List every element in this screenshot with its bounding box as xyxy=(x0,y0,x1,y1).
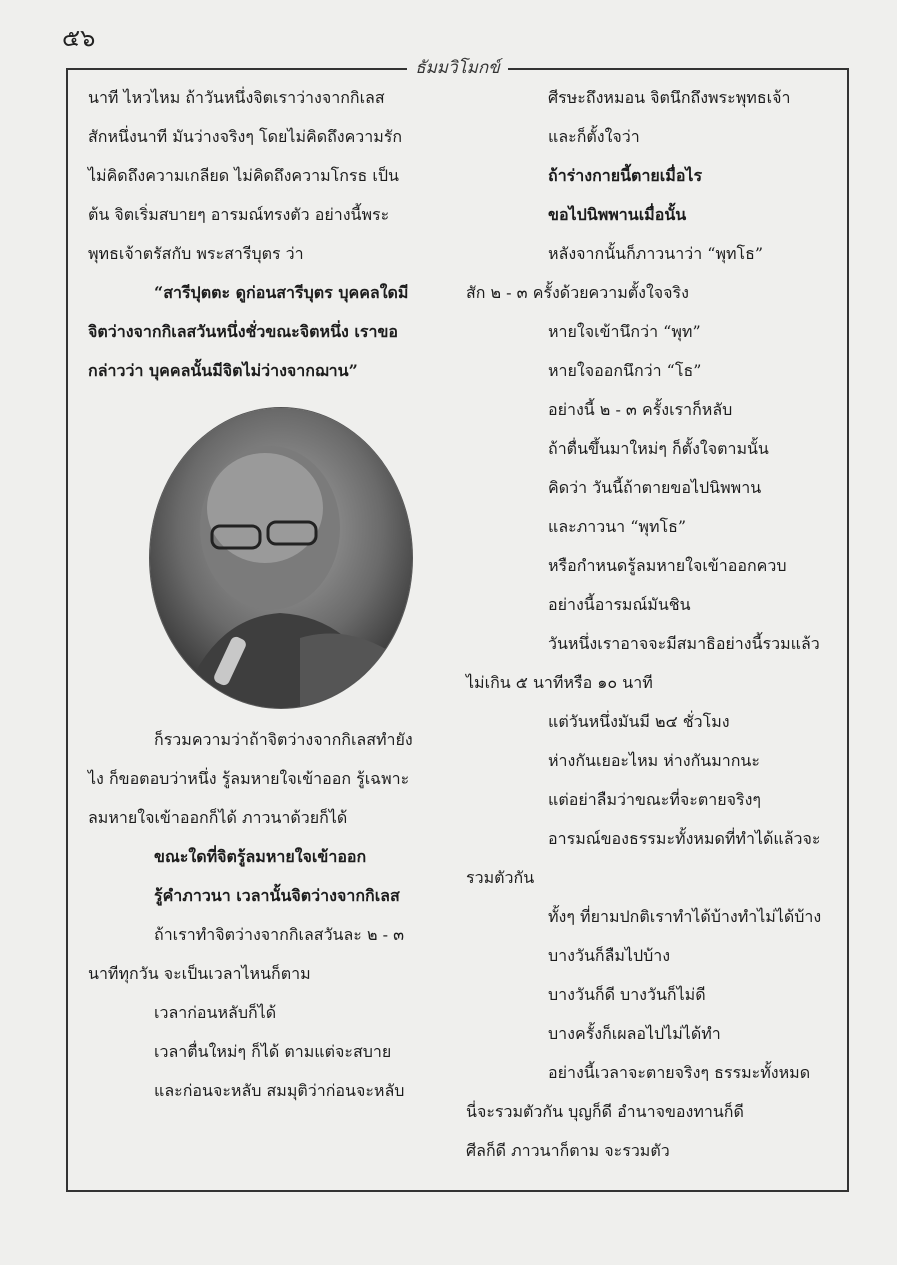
portrait-area xyxy=(88,390,488,720)
text-line: อย่างนี้อารมณ์มันชิน xyxy=(548,595,691,614)
text-line: รู้คำภาวนา เวลานั้นจิตว่างจากกิเลส xyxy=(154,886,400,905)
text-line: นาที ไหวไหม ถ้าวันหนึ่งจิตเราว่างจากกิเลส xyxy=(88,88,385,107)
text-line: อารมณ์ของธรรมะทั้งหมดที่ทำได้แล้วจะ xyxy=(548,829,821,848)
text-line: แต่อย่าลืมว่าขณะที่จะตายจริงๆ xyxy=(548,790,762,809)
text-line: หรือกำหนดรู้ลมหายใจเข้าออกควบ xyxy=(548,556,787,575)
text-line: หายใจออกนึกว่า “โธ” xyxy=(548,361,702,380)
monk-portrait-image xyxy=(150,408,412,708)
text-line: ขอไปนิพพานเมื่อนั้น xyxy=(548,205,687,224)
left-bottom-block xyxy=(88,720,488,1110)
running-title: ธัมมวิโมกข์ xyxy=(407,58,508,78)
text-line: พุทธเจ้าตรัสกับ พระสารีบุตร ว่า xyxy=(88,244,304,263)
text-line: ไม่คิดถึงความเกลียด ไม่คิดถึงความโกรธ เป็น xyxy=(88,166,399,185)
text-line: ห่างกันเยอะไหม ห่างกันมากนะ xyxy=(548,751,760,770)
text-frame xyxy=(66,58,849,1192)
text-line: ก็รวมความว่าถ้าจิตว่างจากกิเลสทำยัง xyxy=(154,730,413,749)
text-line: ขณะใดที่จิตรู้ลมหายใจเข้าออก xyxy=(154,847,367,866)
text-line: ลมหายใจเข้าออกก็ได้ ภาวนาด้วยก็ได้ xyxy=(88,808,348,827)
page-number: ๕๖ xyxy=(62,24,96,52)
text-line: ศีลก็ดี ภาวนาก็ตาม จะรวมตัว xyxy=(466,1141,670,1160)
text-line: หายใจเข้านึกว่า “พุท” xyxy=(548,322,701,341)
text-line: บางวันก็ดี บางวันก็ไม่ดี xyxy=(548,985,706,1004)
text-line: จิตว่างจากกิเลสวันหนึ่งชั่วขณะจิตหนึ่ง เราขอ xyxy=(88,322,398,341)
text-line: สัก ๒ - ๓ ครั้งด้วยความตั้งใจจริง xyxy=(466,283,689,302)
text-line: และภาวนา “พุทโธ” xyxy=(548,517,687,536)
text-line: ศีรษะถึงหมอน จิตนึกถึงพระพุทธเจ้า xyxy=(548,88,791,107)
text-line: หลังจากนั้นก็ภาวนาว่า “พุทโธ” xyxy=(548,244,764,263)
text-line: บางครั้งก็เผลอไปไม่ได้ทำ xyxy=(548,1024,721,1043)
text-line: สักหนึ่งนาที มันว่างจริงๆ โดยไม่คิดถึงความรัก xyxy=(88,127,403,146)
right-column xyxy=(466,78,836,1170)
text-line: ไม่เกิน ๕ นาทีหรือ ๑๐ นาที xyxy=(466,673,653,692)
left-top-block xyxy=(88,78,488,390)
text-line: เวลาก่อนหลับก็ได้ xyxy=(154,1003,277,1022)
text-line: อย่างนี้ ๒ - ๓ ครั้งเราก็หลับ xyxy=(548,400,733,419)
text-line: และก็ตั้งใจว่า xyxy=(548,127,640,146)
text-line: วันหนึ่งเราอาจจะมีสมาธิอย่างนี้รวมแล้ว xyxy=(548,634,820,653)
right-block xyxy=(466,78,836,1170)
text-line: ถ้าร่างกายนี้ตายเมื่อไร xyxy=(548,166,703,185)
text-line: แต่วันหนึ่งมันมี ๒๔ ชั่วโมง xyxy=(548,712,730,731)
text-line: ทั้งๆ ที่ยามปกติเราทำได้บ้างทำไม่ได้บ้าง xyxy=(548,907,822,926)
text-line: กล่าวว่า บุคคลนั้นมีจิตไม่ว่างจากฌาน” xyxy=(88,361,358,380)
text-line: “สารีปุตตะ ดูก่อนสารีบุตร บุคคลใดมี xyxy=(154,283,409,302)
text-line: ไง ก็ขอตอบว่าหนึ่ง รู้ลมหายใจเข้าออก รู้เฉพาะ xyxy=(88,769,410,788)
text-line: ถ้าเราทำจิตว่างจากกิเลสวันละ ๒ - ๓ xyxy=(154,925,405,944)
text-line: อย่างนี้เวลาจะตายจริงๆ ธรรมะทั้งหมด xyxy=(548,1063,811,1082)
text-line: และก่อนจะหลับ สมมุติว่าก่อนจะหลับ xyxy=(154,1081,405,1100)
text-line: บางวันก็ลืมไปบ้าง xyxy=(548,946,671,965)
text-line: ต้น จิตเริ่มสบายๆ อารมณ์ทรงตัว อย่างนี้พระ xyxy=(88,205,390,224)
text-line: คิดว่า วันนี้ถ้าตายขอไปนิพพาน xyxy=(548,478,762,497)
running-title-bar xyxy=(68,54,847,81)
text-line: นี่จะรวมตัวกัน บุญก็ดี อำนาจของทานก็ดี xyxy=(466,1102,744,1121)
text-line: ถ้าตื่นขึ้นมาใหม่ๆ ก็ตั้งใจตามนั้น xyxy=(548,439,769,458)
text-line: นาทีทุกวัน จะเป็นเวลาไหนก็ตาม xyxy=(88,964,311,983)
text-line: รวมตัวกัน xyxy=(466,868,535,887)
text-line: เวลาตื่นใหม่ๆ ก็ได้ ตามแต่จะสบาย xyxy=(154,1042,392,1061)
left-column xyxy=(88,78,488,1110)
